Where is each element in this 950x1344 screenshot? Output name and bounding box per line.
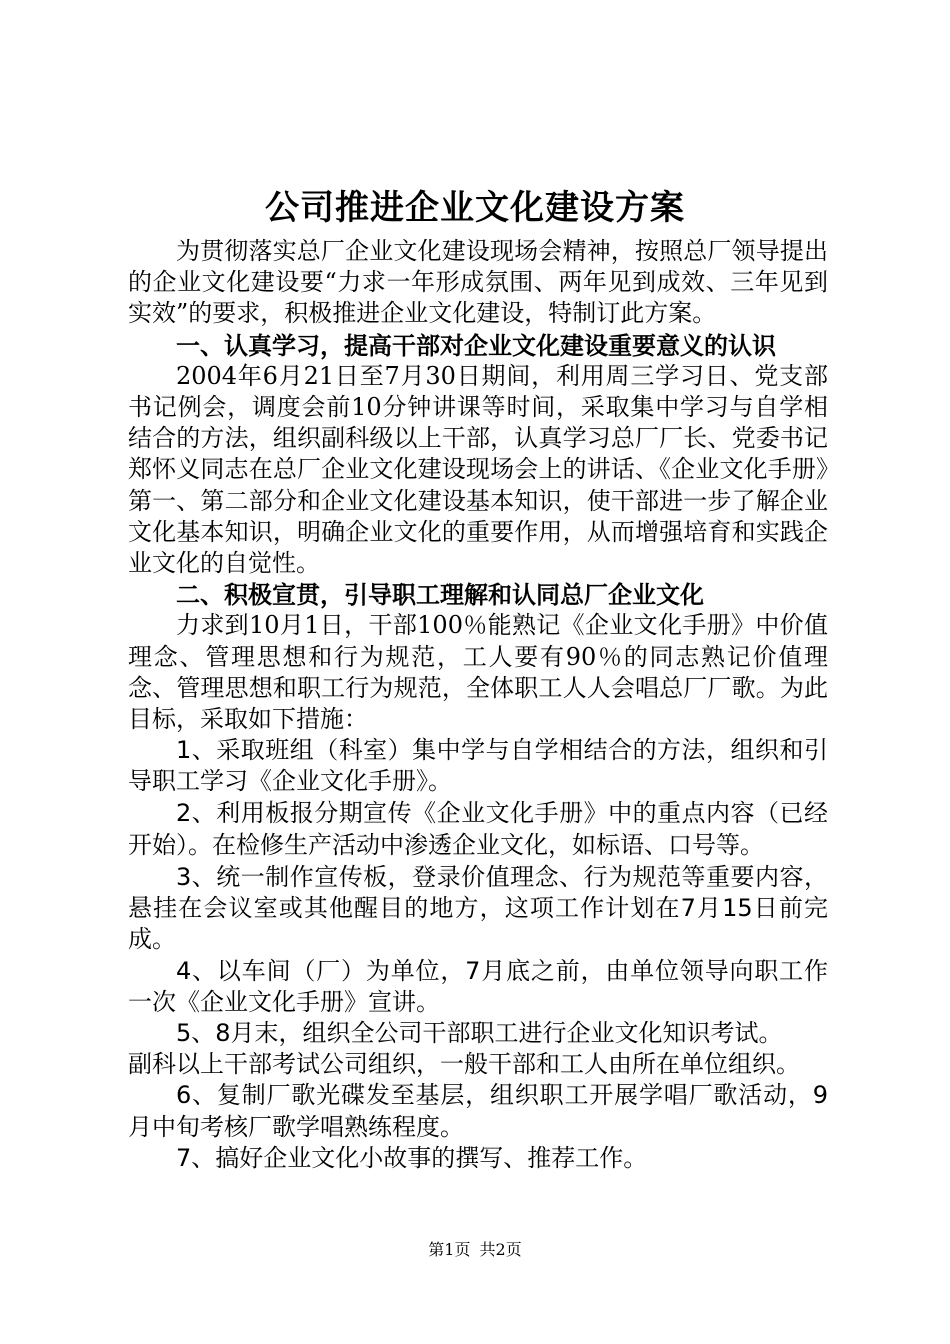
measure-item-7: 7、搞好企业文化小故事的撰写、推荐工作。 [176, 1143, 648, 1172]
section-1-paragraph: 2004年6月21日至7月30日期间，利用周三学习日、党支部书记例会，调度会前10分钟讲课等时间，采取集中学习与自学相结合的方法，组织副科级以上干部，认真学习总厂厂长、党委书记郑怀义同志在总厂企业文化建设现场会上的讲话、《企业文化手册》第一、第二部分和企业文化建设基本知识，使干部进一步了解企业文化基本知识，明确企业文化的重要作用，从而增强培育和实践企业文化的自觉性。 [128, 361, 828, 578]
measure-item-3: 3、统一制作宣传板，登录价值理念、行为规范等重要内容，悬挂在会议室或其他醒目的地方，这项工作计划在7月15日前完成。 [128, 863, 828, 954]
section-heading-1: 一、认真学习，提高干部对企业文化建设重要意义的认识 [176, 330, 776, 360]
measure-item-5: 5、8月末，组织全公司干部职工进行企业文化知识考试。 [176, 1019, 783, 1048]
page-footer: 第1页 共2页 [428, 1240, 522, 1259]
measure-item-6: 6、复制厂歌光碟发至基层，组织职工开展学唱厂歌活动，9月中旬考核厂歌学唱熟练程度。 [128, 1081, 828, 1141]
document-body [128, 236, 828, 1174]
document-title: 公司推进企业文化建设方案 [265, 188, 685, 228]
measure-item-1: 1、采取班组（科室）集中学与自学相结合的方法，组织和引导职工学习《企业文化手册》。 [128, 736, 828, 796]
measure-item-2 [128, 798, 828, 862]
measure-item-2-text: 2、利用板报分期宣传《企业文化手册》中的重点内容（已经开始）。 [128, 798, 828, 859]
measure-item-2-note: 在检修生产活动中渗透企业文化，如标语、口号等。 [212, 830, 764, 859]
measure-item-4: 4、以车间（厂）为单位，7月底之前，由单位领导向职工作一次《企业文化手册》宣讲。 [128, 956, 828, 1016]
intro-paragraph: 为贯彻落实总厂企业文化建设现场会精神，按照总厂领导提出的企业文化建设要“力求一年形成氛围、两年见到成效、三年见到实效”的要求，积极推进企业文化建设，特制订此方案。 [128, 237, 828, 328]
section-2-paragraph: 力求到10月1日，干部100％能熟记《企业文化手册》中价值理念、管理思想和行为规范，工人要有90％的同志熟记价值理念、管理思想和职工行为规范，全体职工人人会唱总厂厂歌。为此目标，采取如下措施： [128, 611, 828, 734]
measure-item-5-note: 副科以上干部考试公司组织，一般干部和工人由所在单位组织。 [128, 1050, 800, 1079]
section-heading-2: 二、积极宣贯，引导职工理解和认同总厂企业文化 [176, 580, 704, 610]
